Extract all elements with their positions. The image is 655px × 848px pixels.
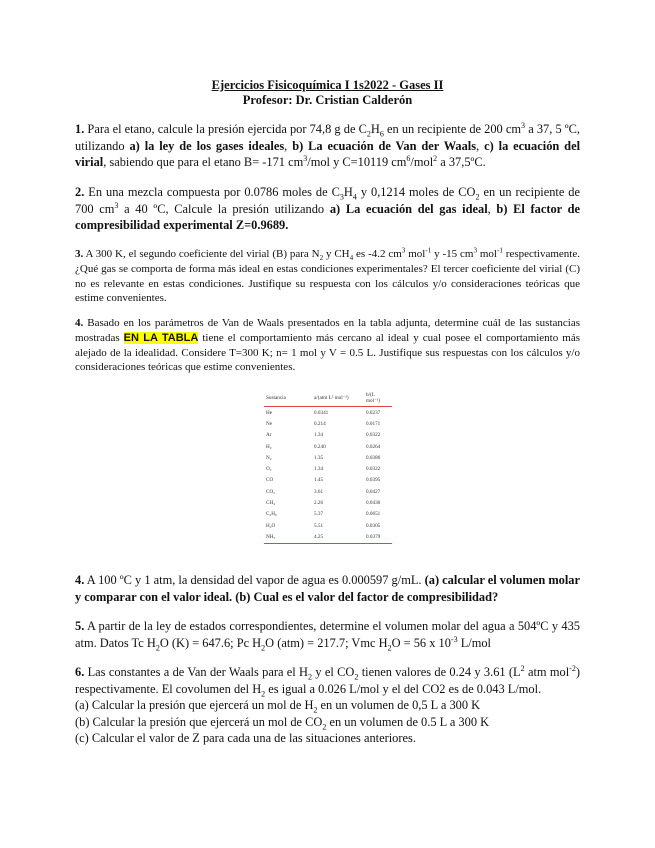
question-text: L/mol [457,635,491,650]
a-value-cell: 2.26 [314,500,324,507]
b-value-cell: 0.0264 [366,443,381,450]
document-header [0,78,655,108]
question-text: A 300 K, el segundo coeficiente del virial (B) para N [83,248,320,260]
question-5 [75,618,580,651]
subscript: 3 [339,192,344,202]
question-text: ) respectivamente. El covolumen del H [75,665,580,696]
question-2 [75,184,580,234]
question-text: Las constantes a de Van der Waals para el H [84,665,308,679]
question-number: 5. [75,619,85,633]
question-text: /mol [410,155,434,170]
question-6-part-a [75,697,580,714]
substance-cell: O₂ [266,466,272,473]
question-text: y -15 cm [431,248,474,260]
table-row [264,497,392,508]
subscript: 4 [352,192,357,202]
table-row [264,430,392,441]
table-row [264,486,392,497]
question-text: en un volumen de 0.5 L a 300 K [326,714,490,729]
superscript: 2 [433,154,438,164]
question-text: es -4.2 cm [353,248,402,260]
question-text: (b) Calcular la presión que ejercerá un mol de CO [75,714,323,729]
table-row [264,441,392,452]
question-text: tienen valores de 0.24 y 3.61 (L [358,665,521,679]
a-value-cell: 1.35 [314,454,324,461]
question-text: a 37,5ºC. [437,155,486,170]
table-row [264,463,392,474]
question-text: en un recipiente de 700 cm [75,185,581,216]
question-text: y el CO [312,665,355,679]
subscript: 2 [387,643,392,653]
b-value-cell: 0.0171 [366,420,381,427]
a-value-cell: 3.61 [314,488,324,495]
subscript: 4 [349,254,354,263]
column-header: a/(atm L² mol⁻²) [312,392,364,407]
superscript: -2 [569,663,576,673]
question-text: O (atm) = 217.7; Vmc H [265,635,388,650]
b-value-cell: 0.0386 [366,454,381,461]
b-value-cell: 0.0322 [366,432,381,439]
substance-cell: H₂ [266,443,272,450]
column-header: b/(L mol⁻¹) [364,392,392,407]
document-title: Ejercicios Fisicoquímica I 1s2022 - Gases II [211,78,444,92]
question-text: (c) Calcular el valor de Z para cada una de las situaciones anteriores. [75,731,416,746]
substance-cell: He [266,409,273,416]
substance-cell: CO₂ [266,488,276,495]
question-text: en un volumen de 0,5 L a 300 K [317,698,481,713]
superscript: 3 [114,200,119,210]
professor-line: Profesor: Dr. Cristian Calderón [242,93,413,107]
subscript: 2 [475,192,480,202]
superscript: 3 [303,154,308,164]
table-header-row [264,392,392,407]
table-row [264,475,392,486]
b-value-cell: 0.0237 [366,409,381,416]
b-value-cell: 0.0427 [366,488,381,495]
bold-item: a) La ecuación del gas ideal [329,201,488,216]
superscript: 3 [473,246,478,255]
question-text: En una mezcla compuesta por 0.0786 moles de C [84,185,340,199]
subscript: 2 [322,722,327,732]
question-4b [75,572,580,605]
table-row [264,520,392,531]
question-text: (a) Calcular la presión que ejercerá un mol de H [75,698,314,713]
question-6-part-b [75,714,580,731]
a-value-cell: 0.0341 [314,409,329,416]
question-text: H [343,185,353,199]
question-6-intro [75,664,580,697]
subscript: 2 [155,643,160,653]
table-row [264,531,392,543]
bold-item: (a) calcular el volumen molar y comparar con el valor ideal. (b) Cual es el valor del factor de compresibilidad? [75,573,581,604]
question-3 [75,247,580,306]
question-text: , [284,138,293,153]
question-text: a 37, 5 ºC, utilizando [75,122,580,153]
superscript: 3 [521,120,526,130]
substance-cell: CH₄ [266,500,276,507]
b-value-cell: 0.0379 [364,531,392,543]
question-text: Basado en los parámetros de Van de Waals presentados en la tabla adjunta, determine cuál de las sustancias mostradas [75,317,580,344]
substance-cell: Ar [266,432,272,439]
subscript: 2 [354,672,359,682]
superscript: -1 [425,246,432,255]
highlighted-text: EN LA TABLA [123,331,199,344]
question-text: en un recipiente de 200 cm [383,122,522,136]
subscript: 2 [261,689,266,699]
superscript: 6 [406,154,411,164]
b-value-cell: 0.0651 [366,511,381,518]
substance-cell: NH₃ [264,531,312,543]
b-value-cell: 0.0395 [366,477,381,484]
substance-cell: Ne [266,420,273,427]
question-number: 4. [75,317,84,329]
table-row [264,407,392,419]
question-text: H [370,122,380,136]
question-text: , [487,201,497,216]
b-value-cell: 0.0322 [366,466,381,473]
question-number: 4. [75,573,85,587]
superscript: -1 [496,246,503,255]
question-text: O = 56 x 10 [391,635,451,650]
question-number: 1. [75,122,85,136]
a-value-cell: 1.34 [314,466,324,473]
bold-item: b) El factor de compresibilidad experimental Z=0.9689. [75,201,581,233]
question-text: , sabiendo que para el etano B= -171 cm [103,155,304,170]
question-text: , [476,138,485,153]
question-text: mol [477,248,497,260]
subscript: 6 [379,129,384,139]
question-text: /mol y C=10119 cm [307,155,407,170]
question-text: y CH [323,248,350,260]
question-text: A partir de la ley de estados correspondientes, determine el volumen molar del agua a 504ºC y 435 atm. Datos Tc H [75,619,580,650]
van-der-waals-table [264,392,392,552]
question-text: y 0,1214 moles de CO [356,185,476,199]
a-value-cell: 1.34 [314,432,324,439]
question-text: a 40 ºC, Calcule la presión utilizando [118,201,330,216]
substance-cell: CO [266,477,274,484]
subscript: 2 [313,705,318,715]
question-number: 3. [75,248,84,260]
question-text: mol [405,248,426,260]
a-value-cell: 0.240 [314,443,326,450]
subscript: 2 [308,672,313,682]
question-text: Para el etano, calcule la presión ejercida por 74,8 g de C [84,122,367,136]
bold-item: c) la ecuación del virial [75,138,581,170]
question-text: O (K) = 647.6; Pc H [159,635,262,650]
a-value-cell: 1.45 [314,477,324,484]
a-value-cell: 5.37 [314,511,324,518]
column-header: Sustancia [264,392,312,407]
substance-cell: N₂ [266,454,272,461]
subscript: 2 [319,254,324,263]
question-6-part-c [75,730,580,747]
a-value-cell: 0.214 [314,420,326,427]
question-text: A 100 ºC y 1 atm, la densidad del vapor de agua es 0.000597 g/mL. [84,573,425,587]
superscript: -3 [450,634,458,644]
a-value-cell: 5.51 [314,522,324,529]
question-text: es igual a 0.026 L/mol y el del CO2 es de 0.043 L/mol. [265,681,542,696]
table-row [264,418,392,429]
question-6 [75,664,580,747]
bold-item: b) La ecuación de Van der Waals [292,138,477,153]
subscript: 2 [261,643,266,653]
substance-cell: C₂H₆ [266,511,277,518]
substance-cell: H₂O [266,522,276,529]
question-4 [75,316,580,375]
b-value-cell: 0.0430 [366,500,381,507]
question-text: respectivamente. ¿Qué gas se comporta de forma más ideal en estas condiciones experimentales? El tercer coeficiente del virial (C) no es relevante en estas condiciones. Justifique su respuesta con los cálculos y/o consideraciones teóricas que estime convenientes. [75,248,580,305]
question-text: tiene el comportamiento más cercano al ideal y cual posee el comportamiento más alejado de la idealidad. Considere T=300 K; n= 1 mol y V = 0.5 L. Justifique sus respuestas con los cálculos y/o consideraciones teóricas que estime convenientes. [75,331,580,374]
question-1 [75,121,580,171]
superscript: 3 [401,246,406,255]
b-value-cell: 0.0305 [366,522,381,529]
superscript: 2 [520,663,525,673]
a-value-cell: 4.25 [312,531,364,543]
table-row [264,452,392,463]
subscript: 2 [366,129,371,139]
question-number: 6. [75,665,85,679]
question-number: 2. [75,185,85,199]
question-text: atm mol [524,665,570,679]
table-row [264,509,392,520]
bold-item: a) la ley de los gases ideales [129,138,285,153]
